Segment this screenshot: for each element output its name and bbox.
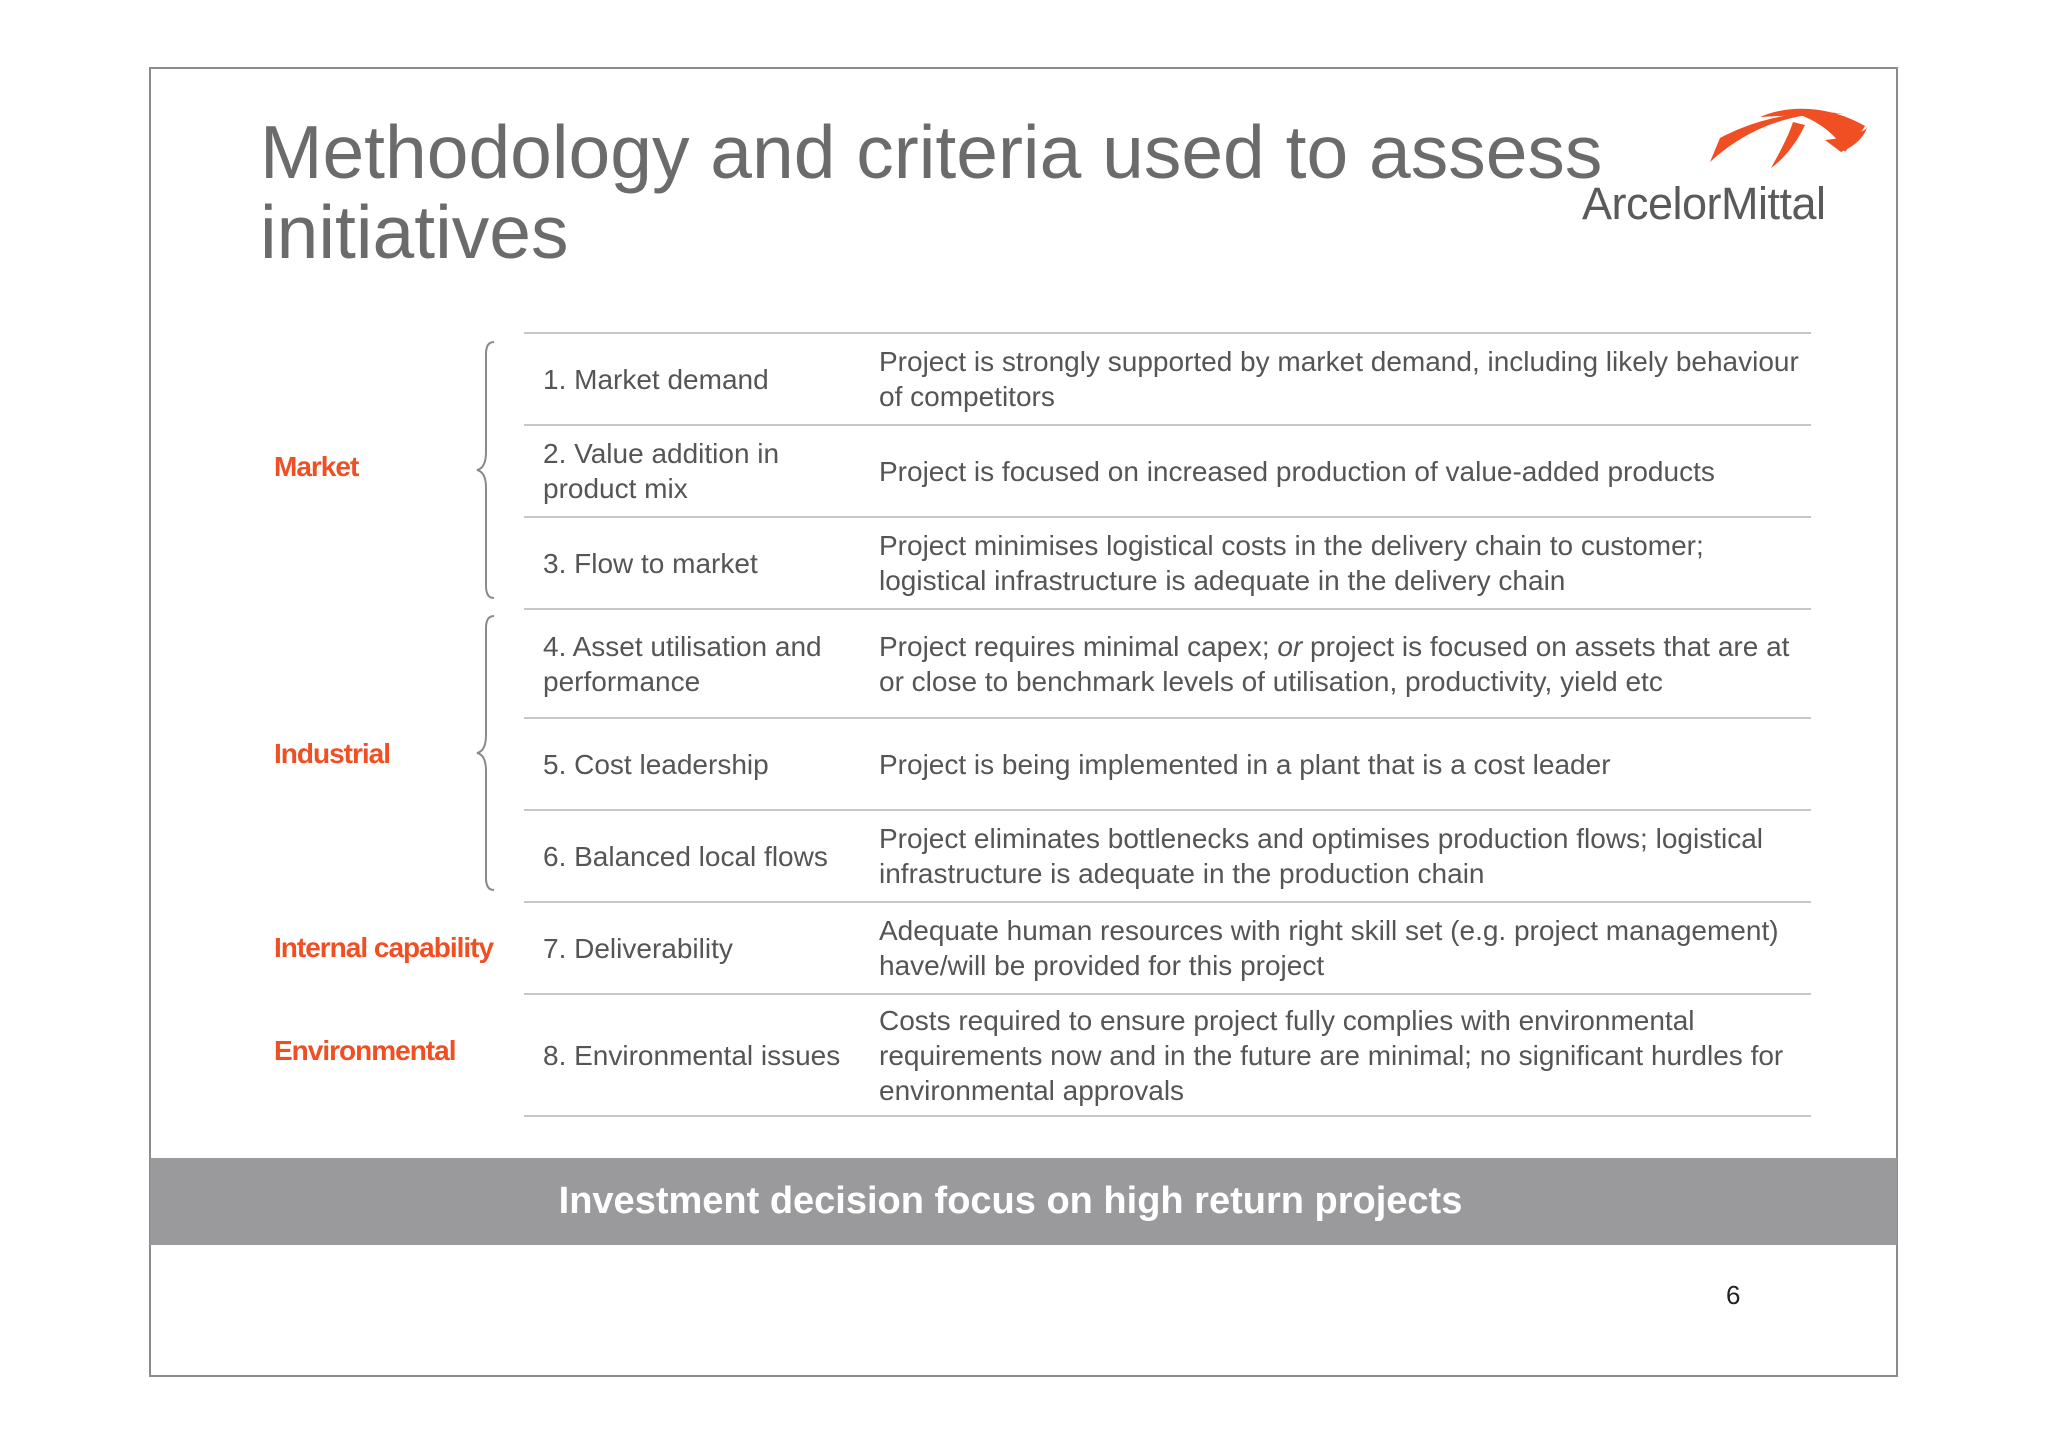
description-cell: Costs required to ensure project fully complies with environmental requirements now and in the future are minimal; no significant hurdles for environmental approvals <box>879 1004 1784 1106</box>
description-cell: Project is strongly supported by market demand, including likely behaviour of competitors <box>879 346 1799 412</box>
criterion-cell: 5. Cost leadership <box>543 748 769 780</box>
arcelormittal-logo <box>1575 100 1875 240</box>
table-row <box>524 901 1811 993</box>
page-number: 6 <box>1726 1280 1741 1310</box>
logo-wordmark: ArcelorMittal <box>1582 178 1826 229</box>
description-cell: Project is focused on increased production of value-added products <box>879 455 1715 487</box>
category-environmental: Environmental <box>274 1035 456 1066</box>
table-row <box>524 993 1811 1117</box>
criterion-cell: 3. Flow to market <box>543 547 758 579</box>
slide-title: Methodology and criteria used to assess initiatives <box>260 110 1603 274</box>
criterion-cell: 2. Value addition in product mix <box>543 438 780 504</box>
banner-text: Investment decision focus on high return projects <box>558 1180 1463 1222</box>
table-row <box>524 717 1811 809</box>
logo-swoosh-icon <box>1575 100 1875 180</box>
conclusion-banner <box>150 1158 1897 1245</box>
description-text: project is focused on assets that are at or close to benchmark levels of utilisation, productivity, yield etc <box>879 630 1790 697</box>
table-row <box>524 424 1811 516</box>
description-cell <box>879 610 1809 717</box>
market-brace-icon <box>474 340 498 600</box>
criteria-table <box>524 332 1811 1117</box>
criterion-cell: 1. Market demand <box>543 363 769 395</box>
criterion-cell: 8. Environmental issues <box>543 1039 841 1071</box>
category-market: Market <box>274 451 359 482</box>
description-cell: Adequate human resources with right skill set (e.g. project management) have/will be provided for this project <box>879 915 1779 981</box>
description-emphasis: or <box>1277 630 1303 662</box>
description-cell: Project is being implemented in a plant that is a cost leader <box>879 748 1611 780</box>
description-text: Project requires minimal capex; <box>879 630 1278 662</box>
criterion-cell: 7. Deliverability <box>543 932 733 964</box>
table-row <box>524 608 1811 717</box>
criterion-cell: 6. Balanced local flows <box>543 840 828 872</box>
category-industrial: Industrial <box>274 738 391 769</box>
category-internal-capability: Internal capability <box>274 932 494 963</box>
description-cell: Project eliminates bottlenecks and optimises production flows; logistical infrastructure is adequate in the production chain <box>879 823 1763 889</box>
description-cell: Project minimises logistical costs in the delivery chain to customer; logistical infrastructure is adequate in the delivery chain <box>879 530 1704 596</box>
table-row <box>524 809 1811 901</box>
industrial-brace-icon <box>474 614 498 892</box>
table-row <box>524 516 1811 608</box>
criterion-cell: 4. Asset utilisation and performance <box>543 630 822 697</box>
table-row <box>524 332 1811 424</box>
